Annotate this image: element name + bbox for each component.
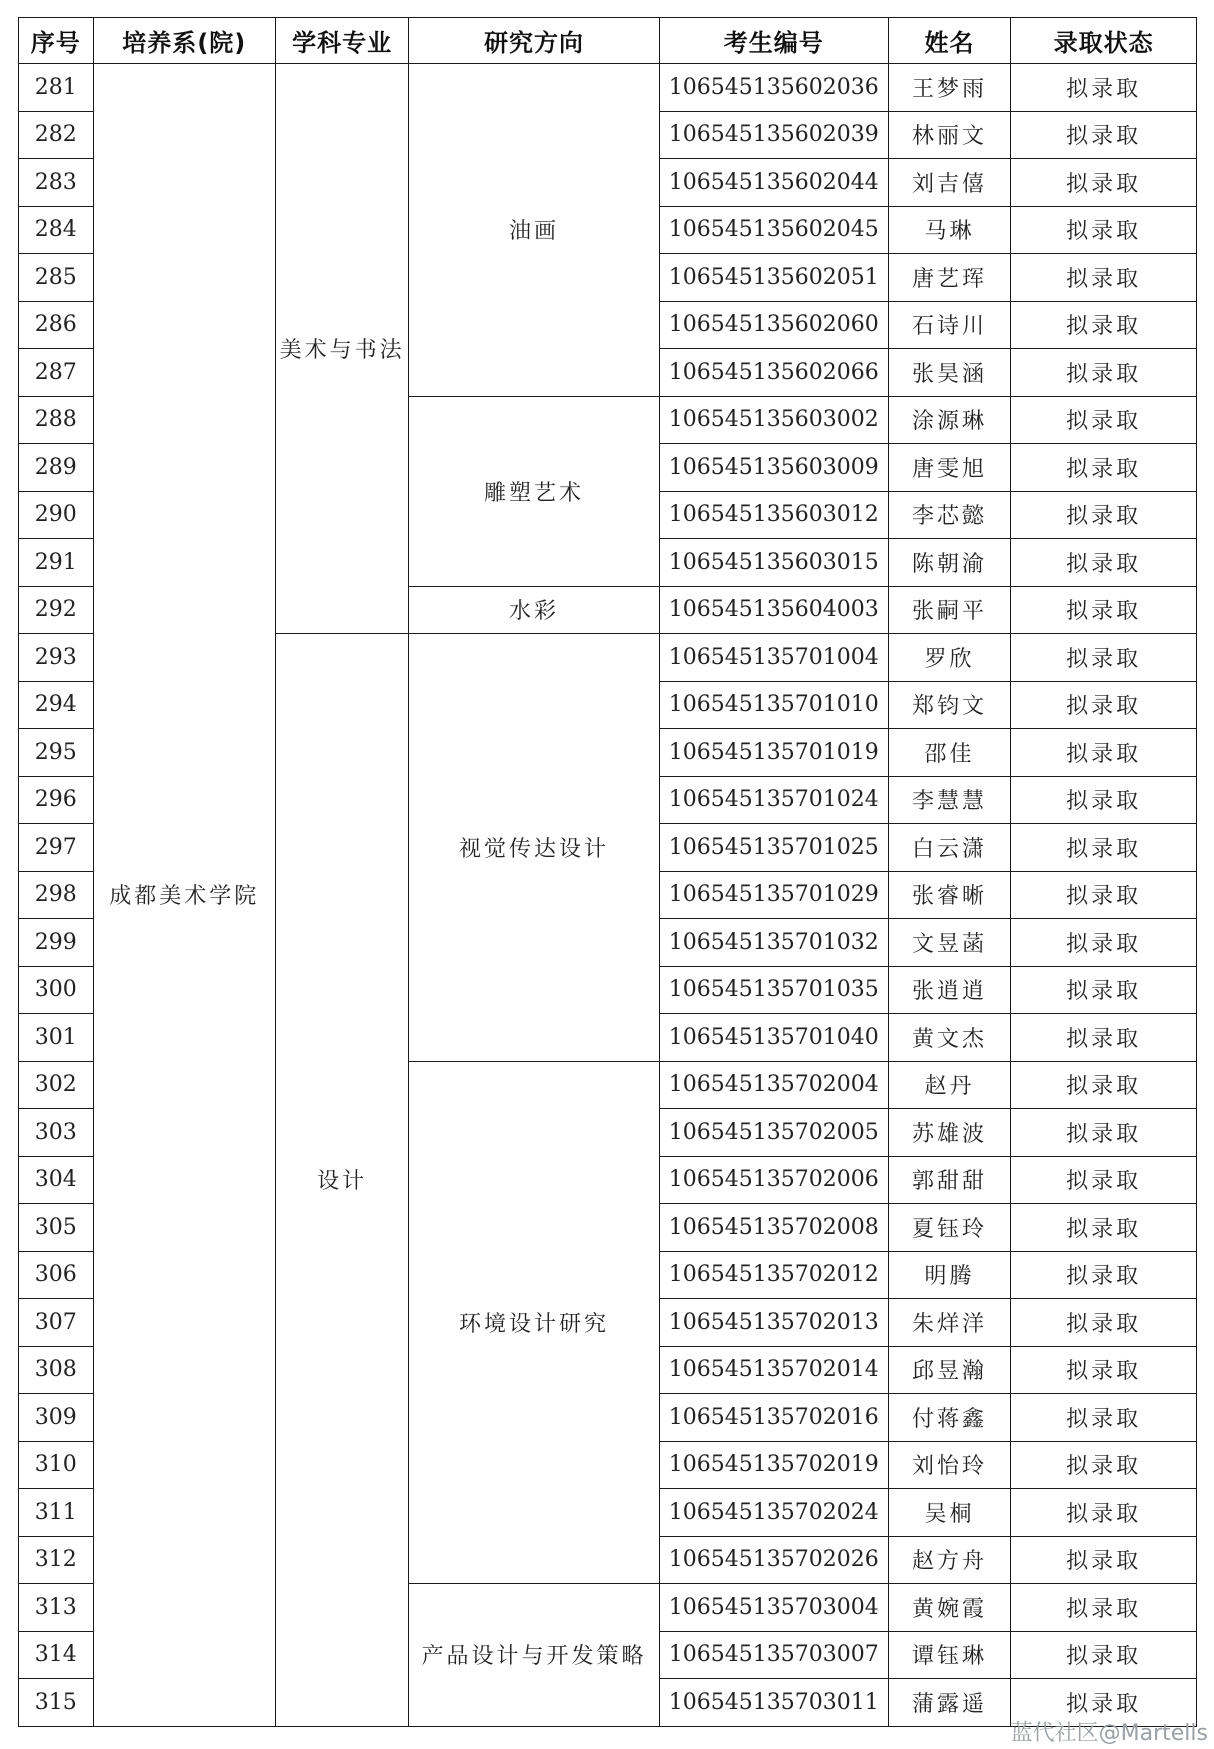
cell-seq: 289: [19, 444, 94, 492]
header-status: 录取状态: [1011, 18, 1197, 64]
cell-name: 张昊涵: [888, 349, 1010, 397]
cell-seq: 295: [19, 729, 94, 777]
cell-name: 邵佳: [888, 729, 1010, 777]
cell-status: 拟录取: [1011, 871, 1197, 919]
cell-status: 拟录取: [1011, 539, 1197, 587]
cell-seq: 282: [19, 111, 94, 159]
header-major: 学科专业: [275, 18, 408, 64]
cell-name: 苏雄波: [888, 1109, 1010, 1157]
cell-major: 美术与书法: [275, 64, 408, 634]
cell-name: 谭钰琳: [888, 1631, 1010, 1679]
cell-seq: 306: [19, 1251, 94, 1299]
cell-exam-id: 106545135702014: [659, 1346, 888, 1394]
cell-status: 拟录取: [1011, 1536, 1197, 1584]
cell-seq: 294: [19, 681, 94, 729]
cell-status: 拟录取: [1011, 1014, 1197, 1062]
cell-status: 拟录取: [1011, 729, 1197, 777]
cell-exam-id: 106545135701010: [659, 681, 888, 729]
cell-status: 拟录取: [1011, 634, 1197, 682]
cell-exam-id: 106545135602060: [659, 301, 888, 349]
cell-name: 白云潇: [888, 824, 1010, 872]
cell-name: 郑钧文: [888, 681, 1010, 729]
cell-status: 拟录取: [1011, 301, 1197, 349]
cell-exam-id: 106545135702024: [659, 1489, 888, 1537]
cell-exam-id: 106545135602039: [659, 111, 888, 159]
cell-name: 唐雯旭: [888, 444, 1010, 492]
header-department: 培养系(院): [93, 18, 275, 64]
cell-exam-id: 106545135702005: [659, 1109, 888, 1157]
admission-table: [18, 17, 1197, 1727]
cell-seq: 300: [19, 966, 94, 1014]
cell-exam-id: 106545135701019: [659, 729, 888, 777]
cell-exam-id: 106545135604003: [659, 586, 888, 634]
cell-status: 拟录取: [1011, 254, 1197, 302]
cell-name: 吴桐: [888, 1489, 1010, 1537]
cell-name: 明腾: [888, 1251, 1010, 1299]
cell-status: 拟录取: [1011, 1251, 1197, 1299]
cell-seq: 303: [19, 1109, 94, 1157]
cell-seq: 291: [19, 539, 94, 587]
cell-exam-id: 106545135701029: [659, 871, 888, 919]
cell-direction: 油画: [409, 64, 659, 397]
cell-seq: 313: [19, 1584, 94, 1632]
cell-exam-id: 106545135602044: [659, 159, 888, 207]
cell-seq: 315: [19, 1679, 94, 1727]
cell-name: 赵丹: [888, 1061, 1010, 1109]
watermark: 蓝代社区@Martells: [1010, 1721, 1208, 1746]
cell-status: 拟录取: [1011, 1584, 1197, 1632]
cell-direction: 雕塑艺术: [409, 396, 659, 586]
cell-exam-id: 106545135602066: [659, 349, 888, 397]
cell-name: 刘吉僖: [888, 159, 1010, 207]
cell-seq: 287: [19, 349, 94, 397]
cell-name: 李慧慧: [888, 776, 1010, 824]
cell-name: 黄文杰: [888, 1014, 1010, 1062]
cell-name: 石诗川: [888, 301, 1010, 349]
cell-name: 朱烊洋: [888, 1299, 1010, 1347]
cell-exam-id: 106545135602051: [659, 254, 888, 302]
cell-exam-id: 106545135603012: [659, 491, 888, 539]
cell-name: 赵方舟: [888, 1536, 1010, 1584]
cell-exam-id: 106545135702004: [659, 1061, 888, 1109]
cell-status: 拟录取: [1011, 206, 1197, 254]
cell-name: 马琳: [888, 206, 1010, 254]
cell-exam-id: 106545135602045: [659, 206, 888, 254]
header-seq: 序号: [19, 18, 94, 64]
cell-name: 张嗣平: [888, 586, 1010, 634]
cell-seq: 284: [19, 206, 94, 254]
cell-name: 张逍逍: [888, 966, 1010, 1014]
table-row: [19, 64, 1197, 112]
cell-exam-id: 106545135701025: [659, 824, 888, 872]
cell-status: 拟录取: [1011, 1631, 1197, 1679]
cell-exam-id: 106545135702008: [659, 1204, 888, 1252]
cell-status: 拟录取: [1011, 776, 1197, 824]
cell-exam-id: 106545135702006: [659, 1156, 888, 1204]
cell-status: 拟录取: [1011, 586, 1197, 634]
cell-exam-id: 106545135603002: [659, 396, 888, 444]
cell-name: 张睿晰: [888, 871, 1010, 919]
cell-seq: 307: [19, 1299, 94, 1347]
cell-direction: 产品设计与开发策略: [409, 1584, 659, 1727]
cell-exam-id: 106545135701004: [659, 634, 888, 682]
cell-seq: 288: [19, 396, 94, 444]
cell-exam-id: 106545135701024: [659, 776, 888, 824]
cell-exam-id: 106545135603015: [659, 539, 888, 587]
cell-seq: 296: [19, 776, 94, 824]
cell-exam-id: 106545135702019: [659, 1441, 888, 1489]
cell-exam-id: 106545135702012: [659, 1251, 888, 1299]
cell-seq: 309: [19, 1394, 94, 1442]
cell-seq: 285: [19, 254, 94, 302]
cell-seq: 281: [19, 64, 94, 112]
cell-name: 邱昱瀚: [888, 1346, 1010, 1394]
cell-department: 成都美术学院: [93, 64, 275, 1727]
cell-exam-id: 106545135603009: [659, 444, 888, 492]
cell-name: 陈朝渝: [888, 539, 1010, 587]
cell-name: 罗欣: [888, 634, 1010, 682]
cell-name: 林丽文: [888, 111, 1010, 159]
cell-direction: 视觉传达设计: [409, 634, 659, 1062]
cell-exam-id: 106545135702013: [659, 1299, 888, 1347]
cell-status: 拟录取: [1011, 1299, 1197, 1347]
cell-name: 蒲露遥: [888, 1679, 1010, 1727]
cell-seq: 286: [19, 301, 94, 349]
cell-name: 唐艺珲: [888, 254, 1010, 302]
cell-status: 拟录取: [1011, 966, 1197, 1014]
header-exam-id: 考生编号: [659, 18, 888, 64]
cell-status: 拟录取: [1011, 919, 1197, 967]
cell-status: 拟录取: [1011, 64, 1197, 112]
cell-major: 设计: [275, 634, 408, 1727]
cell-status: 拟录取: [1011, 1156, 1197, 1204]
cell-seq: 304: [19, 1156, 94, 1204]
cell-name: 刘怡玲: [888, 1441, 1010, 1489]
cell-status: 拟录取: [1011, 1061, 1197, 1109]
cell-seq: 290: [19, 491, 94, 539]
cell-direction: 环境设计研究: [409, 1061, 659, 1584]
cell-name: 郭甜甜: [888, 1156, 1010, 1204]
cell-status: 拟录取: [1011, 349, 1197, 397]
cell-exam-id: 106545135703011: [659, 1679, 888, 1727]
cell-seq: 311: [19, 1489, 94, 1537]
cell-status: 拟录取: [1011, 1489, 1197, 1537]
cell-name: 黄婉霞: [888, 1584, 1010, 1632]
cell-name: 李芯懿: [888, 491, 1010, 539]
header-direction: 研究方向: [409, 18, 659, 64]
cell-exam-id: 106545135702016: [659, 1394, 888, 1442]
cell-exam-id: 106545135703004: [659, 1584, 888, 1632]
cell-exam-id: 106545135701040: [659, 1014, 888, 1062]
cell-status: 拟录取: [1011, 444, 1197, 492]
cell-seq: 292: [19, 586, 94, 634]
header-name: 姓名: [888, 18, 1010, 64]
cell-status: 拟录取: [1011, 1204, 1197, 1252]
cell-seq: 299: [19, 919, 94, 967]
cell-status: 拟录取: [1011, 159, 1197, 207]
cell-seq: 298: [19, 871, 94, 919]
cell-exam-id: 106545135602036: [659, 64, 888, 112]
cell-name: 文昱菡: [888, 919, 1010, 967]
cell-name: 付蒋鑫: [888, 1394, 1010, 1442]
cell-direction: 水彩: [409, 586, 659, 634]
cell-seq: 310: [19, 1441, 94, 1489]
cell-status: 拟录取: [1011, 1679, 1197, 1727]
cell-seq: 283: [19, 159, 94, 207]
cell-name: 王梦雨: [888, 64, 1010, 112]
cell-name: 涂源琳: [888, 396, 1010, 444]
cell-seq: 302: [19, 1061, 94, 1109]
cell-status: 拟录取: [1011, 1109, 1197, 1157]
cell-name: 夏钰玲: [888, 1204, 1010, 1252]
cell-exam-id: 106545135701032: [659, 919, 888, 967]
cell-exam-id: 106545135702026: [659, 1536, 888, 1584]
cell-seq: 293: [19, 634, 94, 682]
cell-exam-id: 106545135701035: [659, 966, 888, 1014]
cell-status: 拟录取: [1011, 681, 1197, 729]
cell-status: 拟录取: [1011, 1346, 1197, 1394]
cell-seq: 312: [19, 1536, 94, 1584]
table-body: [19, 64, 1197, 1727]
cell-status: 拟录取: [1011, 491, 1197, 539]
cell-exam-id: 106545135703007: [659, 1631, 888, 1679]
header-row: [19, 18, 1197, 64]
cell-seq: 305: [19, 1204, 94, 1252]
cell-status: 拟录取: [1011, 396, 1197, 444]
cell-status: 拟录取: [1011, 111, 1197, 159]
cell-status: 拟录取: [1011, 1394, 1197, 1442]
cell-seq: 308: [19, 1346, 94, 1394]
cell-status: 拟录取: [1011, 1441, 1197, 1489]
cell-seq: 297: [19, 824, 94, 872]
cell-status: 拟录取: [1011, 824, 1197, 872]
cell-seq: 301: [19, 1014, 94, 1062]
cell-seq: 314: [19, 1631, 94, 1679]
